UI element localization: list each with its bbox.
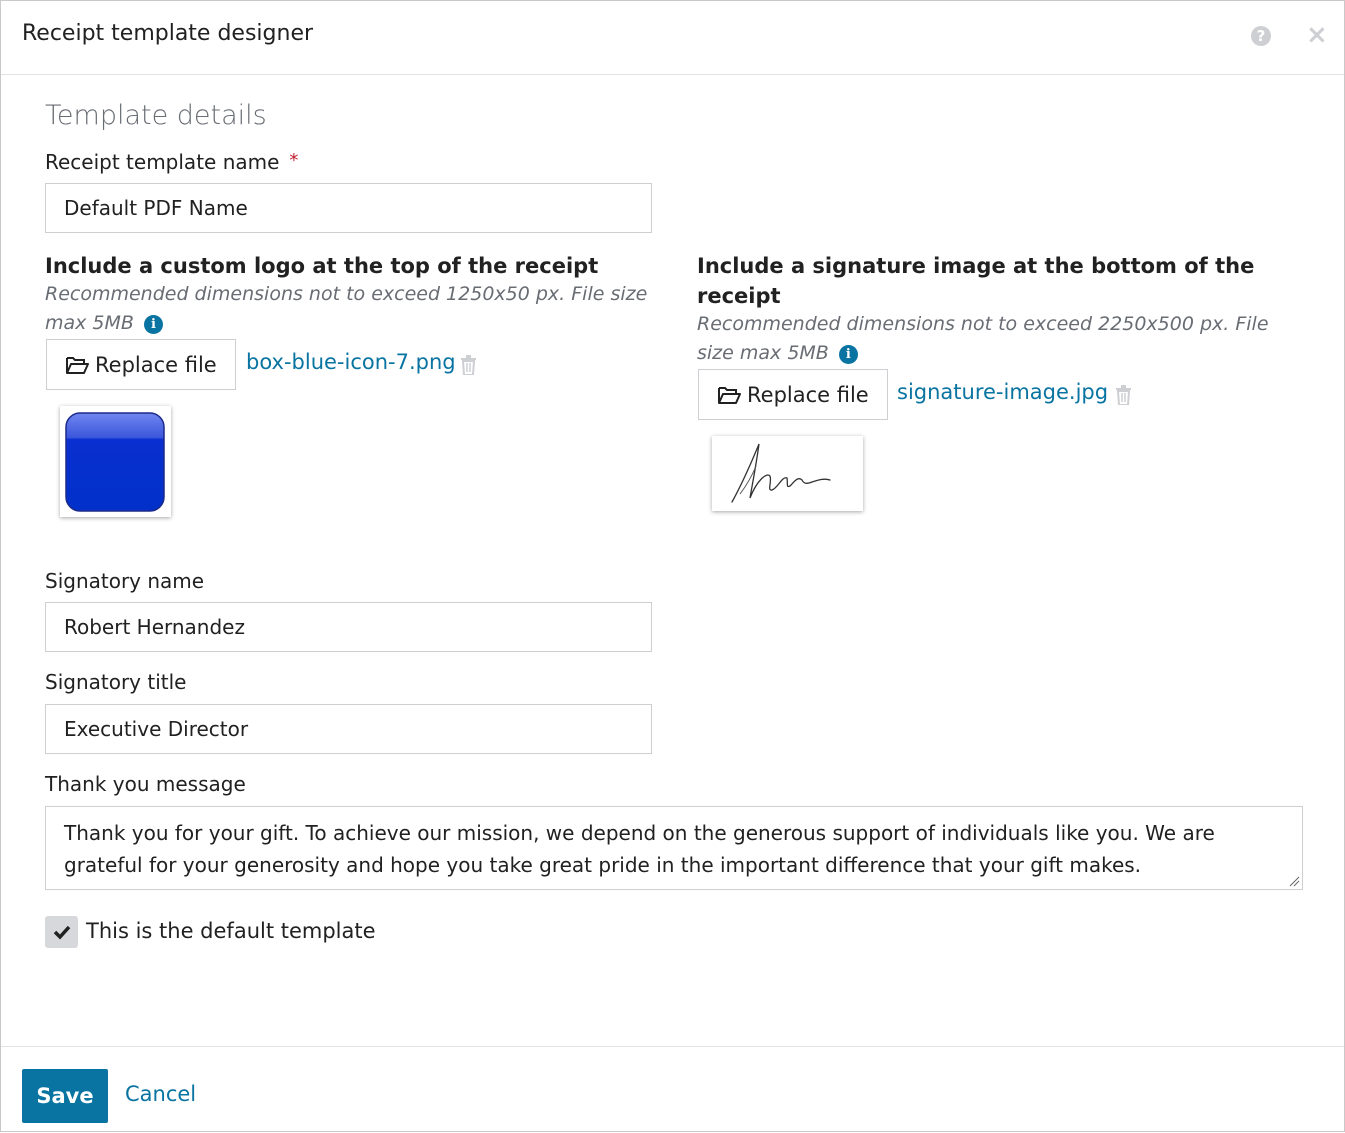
save-button[interactable]: Save <box>22 1069 108 1123</box>
cancel-button[interactable]: Cancel <box>125 1082 197 1106</box>
logo-file-link[interactable]: box-blue-icon-7.png <box>246 350 456 374</box>
signature-file-link[interactable]: signature-image.jpg <box>897 380 1109 404</box>
section-title: Template details <box>45 100 267 131</box>
replace-logo-label: Replace file <box>95 352 217 377</box>
signatory-title-input[interactable]: Executive Director <box>45 704 652 754</box>
replace-signature-button[interactable] <box>698 369 888 420</box>
checkmark-icon <box>52 922 72 942</box>
logo-section-title: Include a custom logo at the top of the receipt <box>45 254 599 278</box>
folder-open-icon <box>717 385 741 405</box>
logo-thumbnail <box>60 406 171 517</box>
resize-handle-icon[interactable] <box>1288 875 1300 887</box>
replace-signature-label: Replace file <box>747 382 869 407</box>
signature-section-title: Include a signature image at the bottom of the receipt <box>697 254 1255 308</box>
default-template-checkbox[interactable] <box>45 916 78 948</box>
dialog-footer <box>1 1046 1344 1133</box>
trash-icon[interactable] <box>1115 385 1132 405</box>
dialog-header <box>1 1 1344 75</box>
folder-open-icon <box>65 355 89 375</box>
close-icon[interactable]: × <box>1306 20 1328 50</box>
signatory-name-input[interactable]: Robert Hernandez <box>45 602 652 652</box>
dialog-title: Receipt template designer <box>22 21 314 46</box>
info-icon[interactable]: i <box>144 315 163 334</box>
thank-you-textarea[interactable] <box>45 806 1303 890</box>
signatory-title-label: Signatory title <box>45 670 187 694</box>
info-icon[interactable]: i <box>839 345 858 364</box>
thank-you-text: Thank you for your gift. To achieve our mission, we depend on the generous support of individuals like you. We are grateful for your generosity and hope you take great pride in the important difference that your gift makes. <box>64 821 1215 877</box>
question-circle-icon[interactable]: ? <box>1251 26 1271 46</box>
template-name-input[interactable]: Default PDF Name <box>45 183 652 233</box>
thank-you-label: Thank you message <box>45 772 246 796</box>
signature-thumbnail <box>712 436 863 511</box>
logo-hint: Recommended dimensions not to exceed 1250x50 px. File size max 5MB i <box>45 283 648 334</box>
trash-icon[interactable] <box>460 355 477 375</box>
default-template-label[interactable]: This is the default template <box>86 919 376 943</box>
blue-box-logo-image <box>60 406 171 517</box>
replace-logo-button[interactable] <box>46 339 236 390</box>
signature-hint: Recommended dimensions not to exceed 2250x500 px. File size max 5MB i <box>697 313 1269 364</box>
handwritten-signature-image <box>712 436 863 511</box>
required-marker: * <box>289 150 299 171</box>
signatory-name-label: Signatory name <box>45 569 205 593</box>
template-name-label: Receipt template name * <box>45 150 299 174</box>
